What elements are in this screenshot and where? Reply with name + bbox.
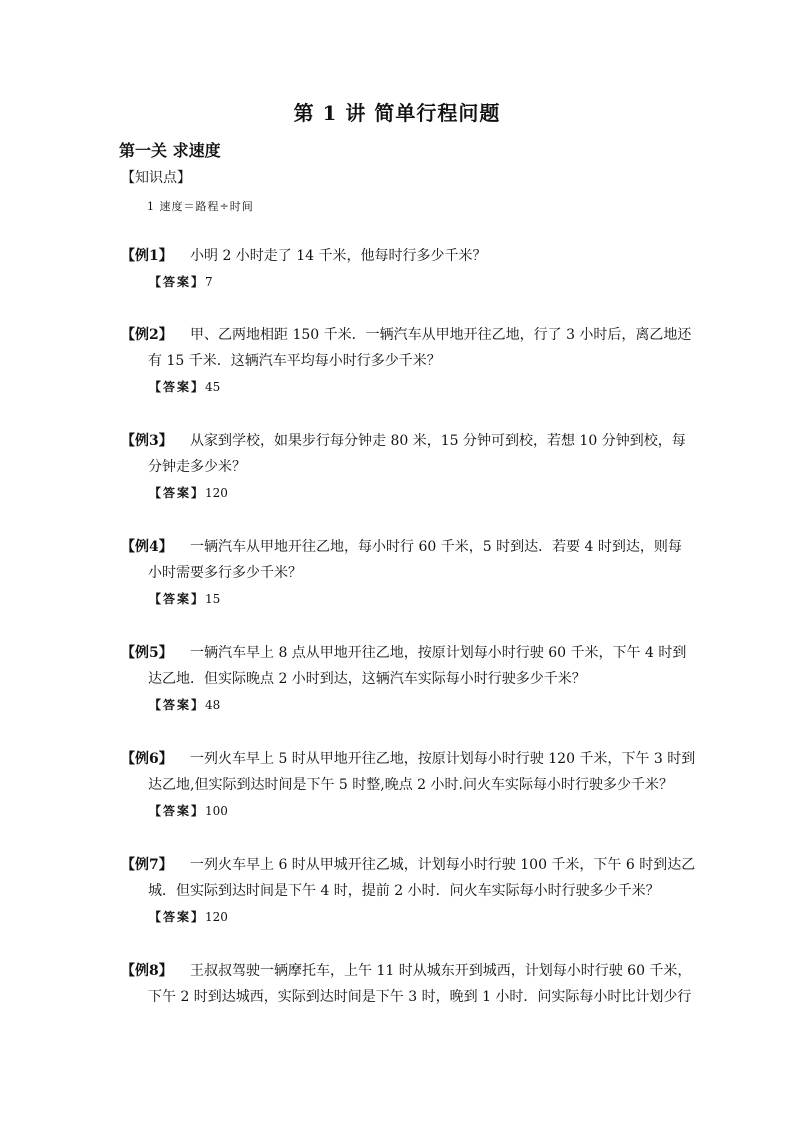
example-4-line-2: 小时需要多行多少千米？ <box>148 565 302 581</box>
example-answer <box>121 692 681 718</box>
example-answer <box>121 904 681 930</box>
example-6-line-2: 达乙地,但实际到达时间是下午 5 时整,晚点 2 小时.问火车实际每小时行驶多少千米？ <box>148 777 673 793</box>
example-8-line-1 <box>121 958 692 984</box>
answer-label: 【答案】 <box>149 486 206 500</box>
answer-label: 【答案】 <box>149 275 206 289</box>
answer-value: 120 <box>205 486 228 500</box>
example-question-text: 从家到学校，如果步行每分钟走 80 米，15 分钟可到校，若想 10 分钟到校，每 <box>190 433 686 449</box>
section-heading: 第一关 求速度 <box>119 141 221 160</box>
page-title: 第 1 讲 简单行程问题 <box>293 101 501 125</box>
answer-value: 120 <box>205 910 228 924</box>
answer-label: 【答案】 <box>149 804 206 818</box>
example-tag: 【例6】 <box>121 751 173 767</box>
example-tag: 【例1】 <box>121 248 173 264</box>
example-5 <box>121 640 687 718</box>
example-tag: 【例5】 <box>121 645 173 661</box>
example-3 <box>121 428 686 506</box>
example-answer <box>121 586 681 612</box>
example-tag: 【例8】 <box>121 963 173 979</box>
example-question-text: 一列火车早上 5 时从甲地开往乙地，按原计划每小时行驶 120 千米，下午 3 时到 <box>190 751 696 767</box>
example-2 <box>121 322 692 400</box>
example-answer <box>121 374 681 400</box>
example-7 <box>121 852 696 930</box>
answer-value: 100 <box>205 804 228 818</box>
knowledge-point-label: 【知识点】 <box>121 170 191 186</box>
example-question-text: 一列火车早上 6 时从甲城开往乙城，计划每小时行驶 100 千米，下午 6 时到达乙 <box>190 857 696 873</box>
example-4 <box>121 534 681 612</box>
example-question-text: 一辆汽车早上 8 点从甲地开往乙地，按原计划每小时行驶 60 千米，下午 4 时到 <box>190 645 687 661</box>
example-2-line-2: 有 15 千米．这辆汽车平均每小时行多少千米？ <box>148 353 441 369</box>
answer-label: 【答案】 <box>149 698 206 712</box>
answer-label: 【答案】 <box>149 380 206 394</box>
example-question-text: 小明 2 小时走了 14 千米，他每时行多少千米？ <box>190 248 487 264</box>
example-tag: 【例4】 <box>121 539 173 555</box>
answer-label: 【答案】 <box>149 910 206 924</box>
example-tag: 【例2】 <box>121 327 173 343</box>
example-6-line-1 <box>121 746 696 772</box>
example-5-line-2: 达乙地．但实际晚点 2 小时到达，这辆汽车实际每小时行驶多少千米？ <box>148 671 586 687</box>
example-6 <box>121 746 696 824</box>
example-8 <box>121 958 692 1010</box>
answer-value: 15 <box>205 592 221 606</box>
example-7-line-1 <box>121 852 696 878</box>
example-8-line-2: 下午 2 时到达城西，实际到达时间是下午 3 时，晚到 1 小时．问实际每小时比计划少行 <box>148 989 692 1005</box>
example-tag: 【例3】 <box>121 433 173 449</box>
example-4-line-1 <box>121 534 681 560</box>
answer-value: 48 <box>205 698 221 712</box>
example-question-text: 王叔叔驾驶一辆摩托车，上午 11 时从城东开到城西，计划每小时行驶 60 千米， <box>190 963 692 979</box>
example-question-text: 甲、乙两地相距 150 千米．一辆汽车从甲地开往乙地，行了 3 小时后，离乙地还 <box>190 327 692 343</box>
example-3-line-2: 分钟走多少米？ <box>148 459 246 475</box>
example-tag: 【例7】 <box>121 857 173 873</box>
example-2-line-1 <box>121 322 692 348</box>
example-answer <box>121 269 681 295</box>
example-question-text: 一辆汽车从甲地开往乙地，每小时行 60 千米，5 时到达．若要 4 时到达，则每 <box>190 539 682 555</box>
example-1-line-1 <box>121 243 681 269</box>
example-answer <box>121 798 681 824</box>
answer-label: 【答案】 <box>149 592 206 606</box>
answer-value: 7 <box>205 275 213 289</box>
example-answer <box>121 480 681 506</box>
answer-value: 45 <box>205 380 221 394</box>
example-5-line-1 <box>121 640 687 666</box>
example-7-line-2: 城．但实际到达时间是下午 4 时，提前 2 小时．问火车实际每小时行驶多少千米？ <box>148 883 660 899</box>
example-1 <box>121 243 681 295</box>
example-3-line-1 <box>121 428 686 454</box>
speed-formula: 1 速度＝路程÷时间 <box>147 200 254 213</box>
